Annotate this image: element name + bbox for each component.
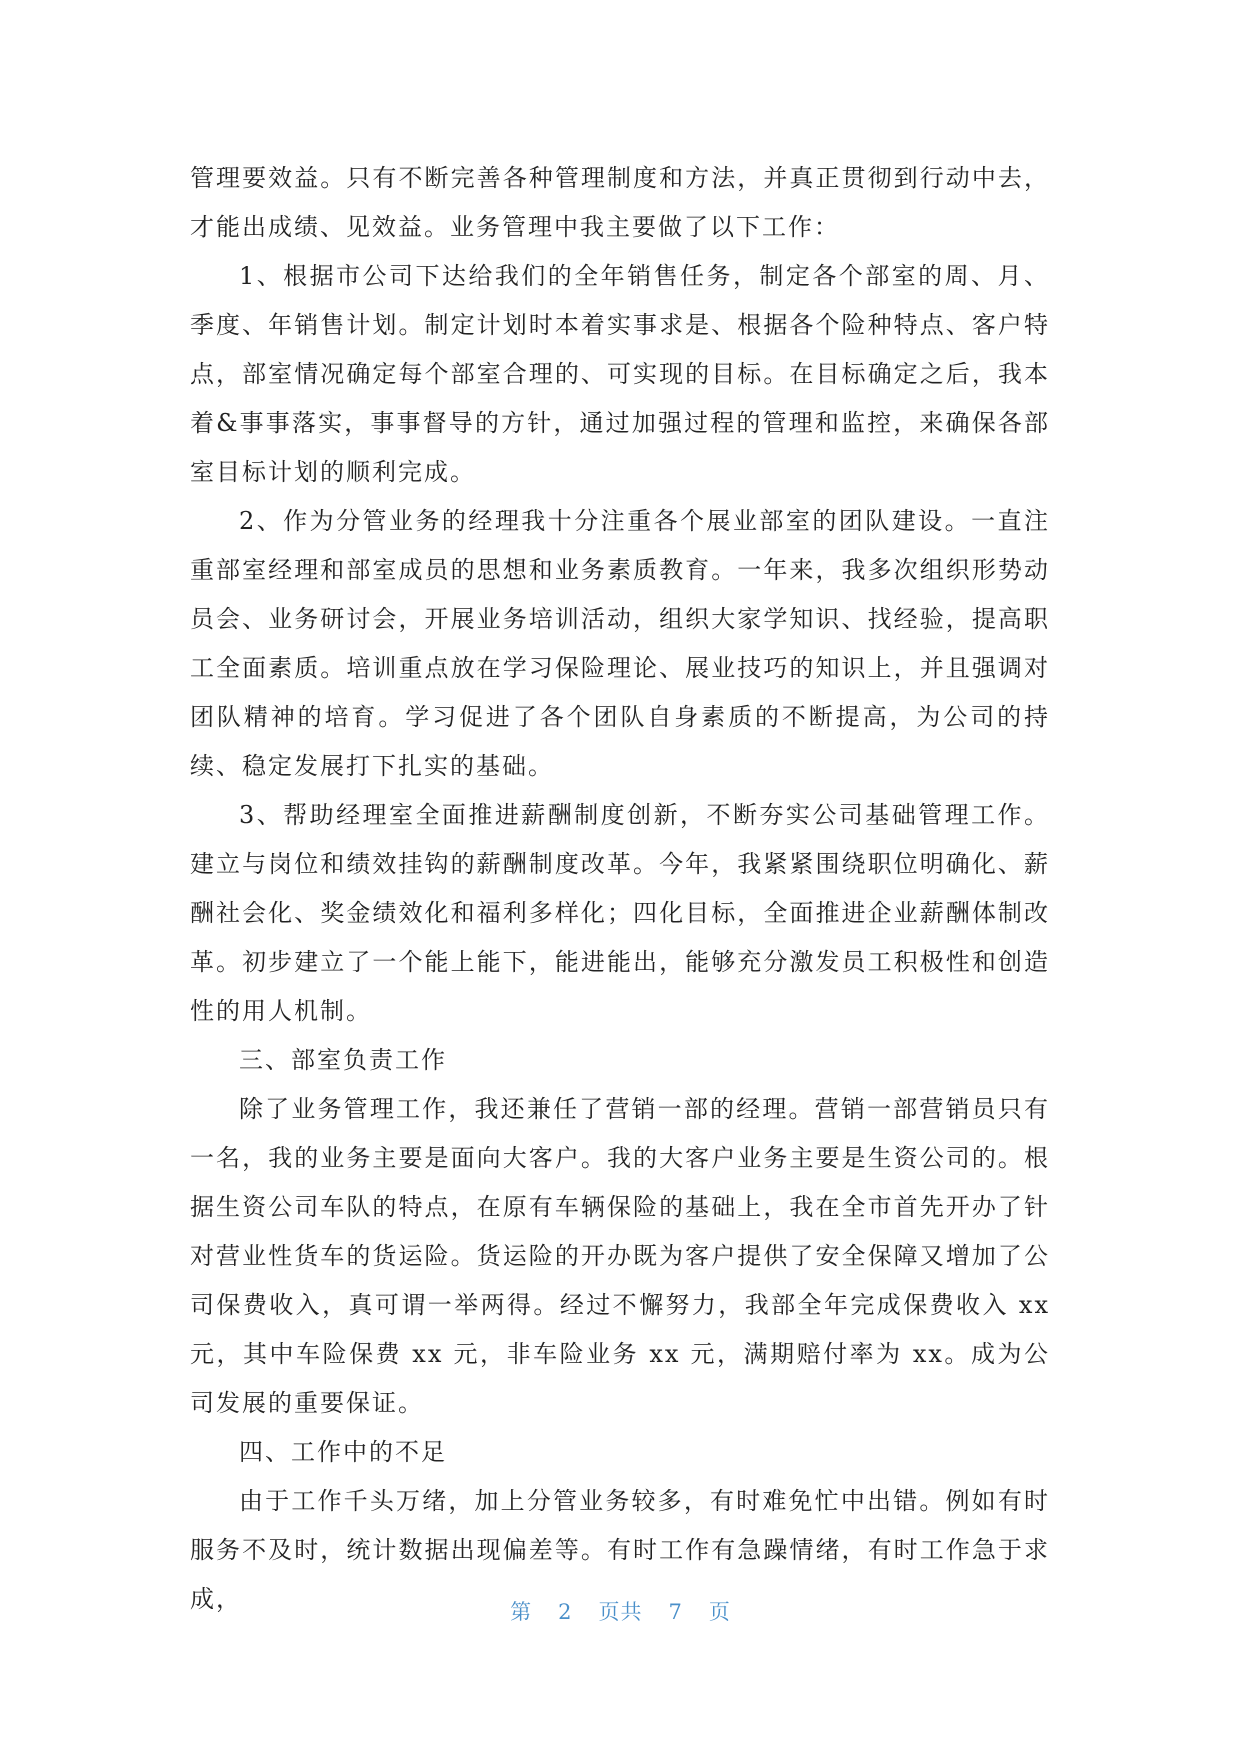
page-footer — [0, 1596, 1241, 1626]
footer-prefix: 第 — [510, 1600, 533, 1624]
paragraph-3: 2、作为分管业务的经理我十分注重各个展业部室的团队建设。一直注重部室经理和部室成员的思想和业务素质教育。一年来，我多次组织形势动员会、业务研讨会，开展业务培训活动，组织大家学知识、找经验，提高职工全面素质。培训重点放在学习保险理论、展业技巧的知识上，并且强调对团队精神的培育。学习促进了各个团队自身素质的不断提高，为公司的持续、稳定发展打下扎实的基础。 — [190, 507, 1050, 780]
total-page-number: 7 — [668, 1600, 683, 1624]
section-heading-4: 四、工作中的不足 — [239, 1438, 447, 1466]
footer-suffix: 页 — [708, 1600, 731, 1624]
paragraph-4: 3、帮助经理室全面推进薪酬制度创新，不断夯实公司基础管理工作。建立与岗位和绩效挂钩的薪酬制度改革。今年，我紧紧围绕职位明确化、薪酬社会化、奖金绩效化和福利多样化；四化目标，全面推进企业薪酬体制改革。初步建立了一个能上能下，能进能出，能够充分激发员工积极性和创造性的用人机制。 — [190, 801, 1050, 1025]
paragraph-6: 由于工作千头万绪，加上分管业务较多，有时难免忙中出错。例如有时服务不及时，统计数据出现偏差等。有时工作有急躁情绪，有时工作急于求成， — [190, 1487, 1050, 1613]
document-body — [190, 154, 1050, 1624]
footer-middle: 页共 — [598, 1600, 643, 1624]
section-heading-3: 三、部室负责工作 — [239, 1046, 447, 1074]
paragraph-5: 除了业务管理工作，我还兼任了营销一部的经理。营销一部营销员只有一名，我的业务主要是面向大客户。我的大客户业务主要是生资公司的。根据生资公司车队的特点，在原有车辆保险的基础上，我在全市首先开办了针对营业性货车的货运险。货运险的开办既为客户提供了安全保障又增加了公司保费收入，真可谓一举两得。经过不懈努力，我部全年完成保费收入 xx 元，其中车险保费 xx 元，非车险业务 xx 元，满期赔付率为 xx。成为公司发展的重要保证。 — [190, 1095, 1050, 1417]
paragraph-1: 管理要效益。只有不断完善各种管理制度和方法，并真正贯彻到行动中去，才能出成绩、见效益。业务管理中我主要做了以下工作： — [190, 164, 1050, 241]
paragraph-2: 1、根据市公司下达给我们的全年销售任务，制定各个部室的周、月、季度、年销售计划。制定计划时本着实事求是、根据各个险种特点、客户特点，部室情况确定每个部室合理的、可实现的目标。在目标确定之后，我本着&事事落实，事事督导的方针，通过加强过程的管理和监控，来确保各部室目标计划的顺利完成。 — [190, 262, 1050, 486]
current-page-number: 2 — [558, 1600, 573, 1624]
